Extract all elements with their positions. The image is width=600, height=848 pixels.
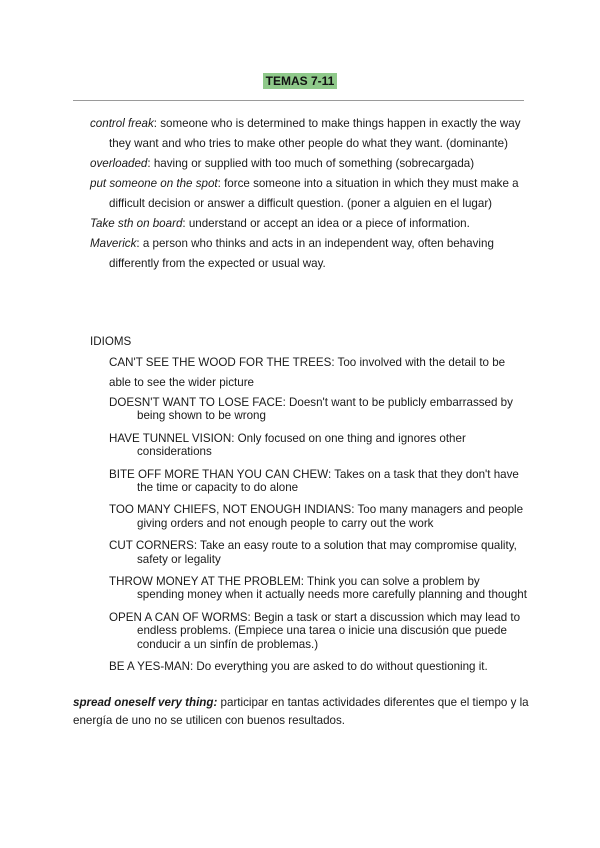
vocab-definition: : a person who thinks and acts in an independent way, often behaving differently from the expected or usual way. [109, 237, 494, 270]
idioms-list [109, 353, 529, 676]
idiom-item: BE A YES-MAN: Do everything you are asked to do without questioning it. [109, 660, 488, 674]
idiom-item: CUT CORNERS: Take an easy route to a solution that may compromise quality, safety or legality [109, 539, 517, 566]
idiom-item: BITE OFF MORE THAN YOU CAN CHEW: Takes on a task that they don't have the time or capacity to do alone [109, 467, 519, 495]
vocabulary-list [90, 114, 522, 274]
vocab-definition: : someone who is determined to make things happen in exactly the way they want and who tries to make other people do what they want. (dominante) [109, 117, 521, 150]
extra-term: spread oneself very thing: [73, 696, 218, 709]
extra-definition: participar en tantas actividades diferentes que el tiempo y la energía de uno no se utilicen con buenos resultados. [73, 696, 529, 727]
extra-entry [73, 694, 533, 730]
vocab-entry-overloaded [90, 154, 522, 174]
vocab-term: Maverick [90, 237, 137, 250]
title-divider [73, 100, 524, 101]
idiom-item: TOO MANY CHIEFS, NOT ENOUGH INDIANS: Too many managers and people giving orders and not enough people to carry out the work [109, 503, 524, 530]
vocab-term: control freak [90, 117, 154, 130]
idiom-item: DOESN'T WANT TO LOSE FACE: Doesn't want to be publicly embarrassed by being shown to be wrong [109, 396, 513, 423]
idiom-item: OPEN A CAN OF WORMS: Begin a task or start a discussion which may lead to endless problems. (Empiece una tarea o inicie una discusión que puede conducir a un sinfín de problemas.) [109, 610, 521, 651]
idiom-item: THROW MONEY AT THE PROBLEM: Think you can solve a problem by spending money when it actually needs more carefully planning and thought [109, 575, 527, 602]
vocab-entry-maverick [90, 234, 522, 274]
vocab-term: overloaded [90, 157, 148, 170]
title-container [0, 72, 600, 90]
vocab-entry-take-sth-on-board [90, 214, 522, 234]
vocab-entry-control-freak [90, 114, 522, 154]
idioms-heading: IDIOMS [90, 335, 132, 348]
page-title: TEMAS 7-11 [263, 73, 338, 89]
vocab-definition: : understand or accept an idea or a piece of information. [182, 217, 470, 230]
vocab-definition: : having or supplied with too much of something (sobrecargada) [147, 157, 475, 170]
vocab-entry-put-someone-on-the-spot [90, 174, 522, 214]
idiom-item: HAVE TUNNEL VISION: Only focused on one thing and ignores other considerations [109, 431, 466, 459]
vocab-term: Take sth on board [90, 217, 183, 230]
vocab-definition: : force someone into a situation in which they must make a difficult decision or answer a difficult question. (poner a alguien en el lugar) [109, 177, 519, 210]
vocab-term: put someone on the spot [90, 177, 218, 190]
idiom-item: CAN'T SEE THE WOOD FOR THE TREES: Too involved with the detail to be able to see the wider picture [109, 356, 506, 389]
